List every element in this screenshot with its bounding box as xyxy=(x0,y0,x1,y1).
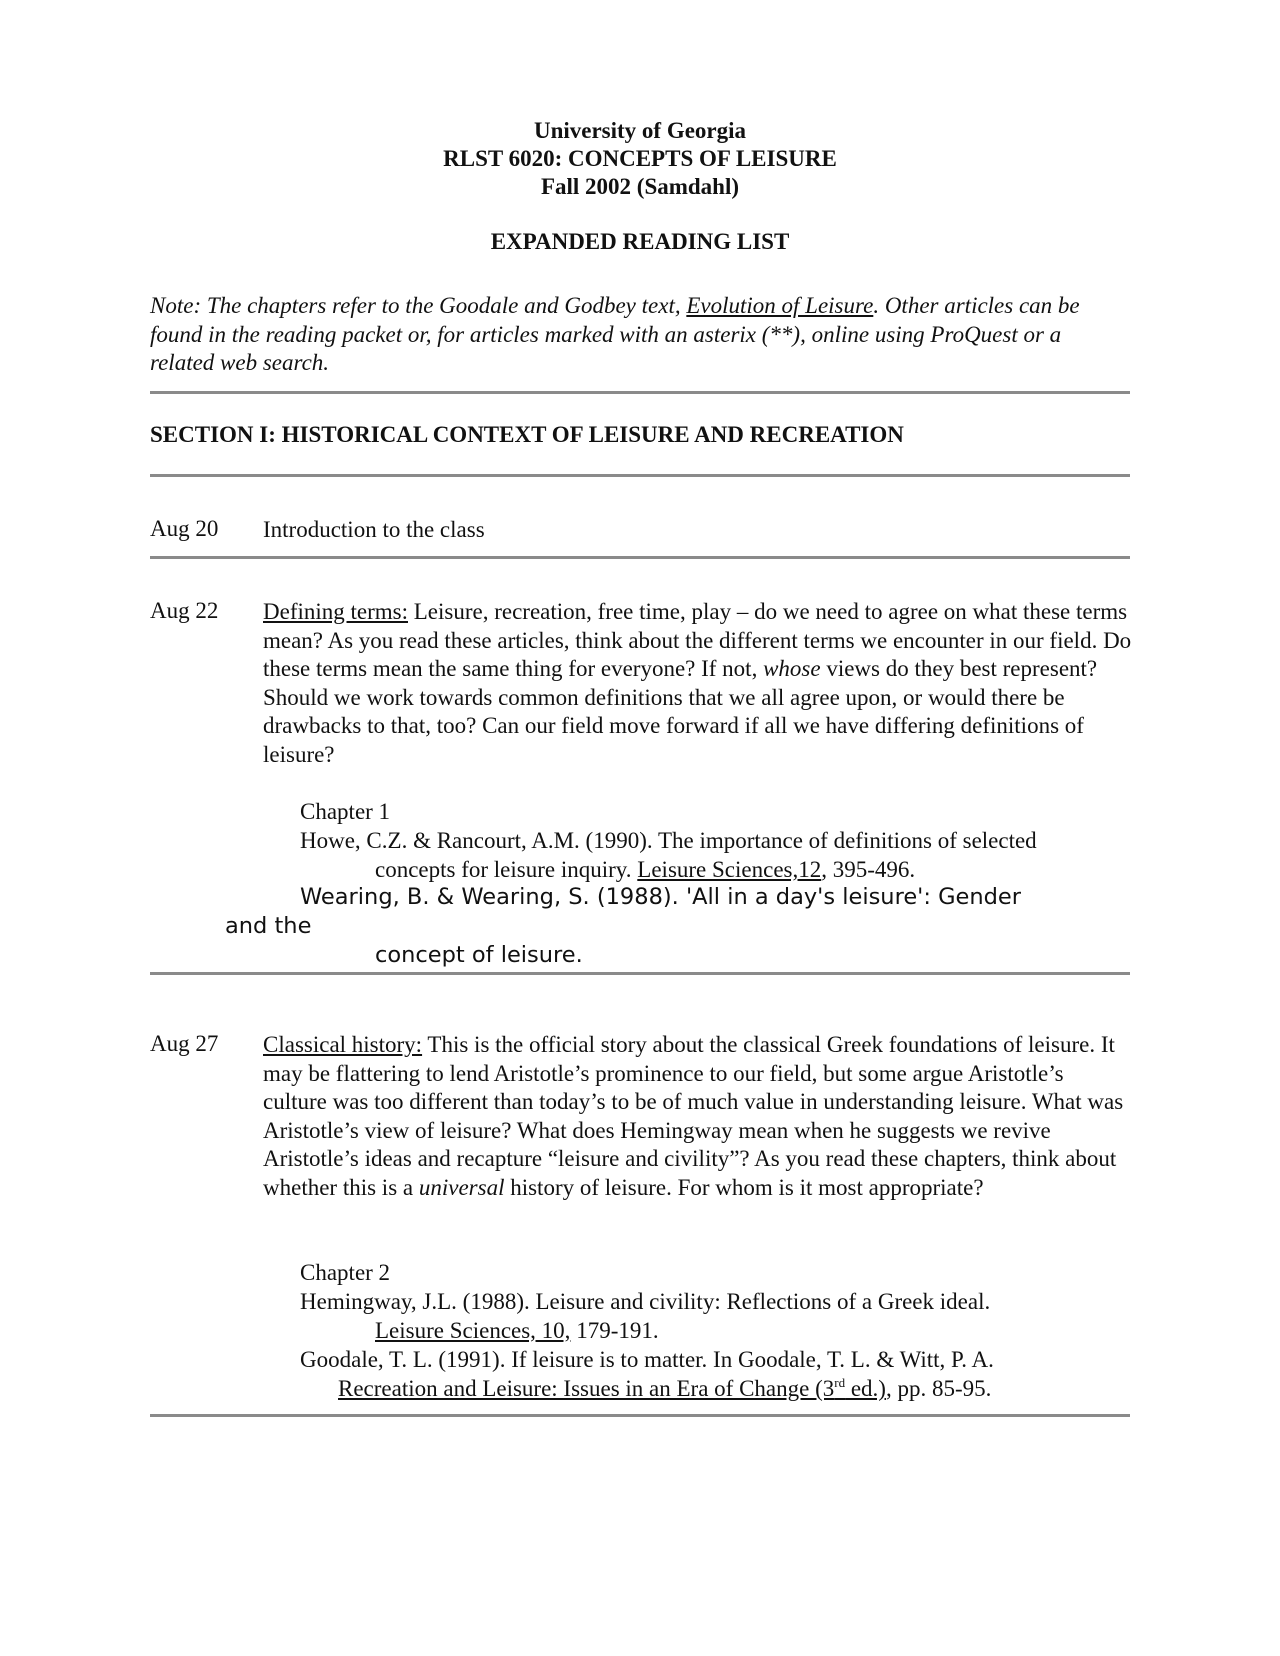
session-description: Introduction to the class xyxy=(263,517,485,542)
citation-continued: concepts for leisure inquiry. Leisure Sciences,12, 395-496. xyxy=(375,857,916,882)
session-date: Aug 20 xyxy=(150,516,219,541)
section-title: SECTION I: HISTORICAL CONTEXT OF LEISURE AND RECREATION xyxy=(150,422,904,447)
citation: Wearing, B. & Wearing, S. (1988). 'All in a day's leisure': Gender xyxy=(300,884,1021,910)
chapter-ref: Chapter 2 xyxy=(300,1260,391,1285)
course-title: RLST 6020: CONCEPTS OF LEISURE xyxy=(443,146,837,171)
citation: Hemingway, J.L. (1988). Leisure and civility: Reflections of a Greek ideal. xyxy=(300,1289,991,1314)
citation-continued: Recreation and Leisure: Issues in an Era of Change (3rd ed.), pp. 85-95. xyxy=(338,1375,992,1401)
topic-title: Defining terms: xyxy=(263,599,408,624)
university-name: University of Georgia xyxy=(533,118,747,143)
divider xyxy=(150,1414,1130,1417)
list-title: EXPANDED READING LIST xyxy=(490,229,790,254)
textbook-title: Evolution of Leisure xyxy=(686,293,874,318)
book-title: Recreation and Leisure: Issues in an Era of Change (3rd ed.) xyxy=(338,1375,886,1401)
chapter-ref: Chapter 1 xyxy=(300,799,391,824)
topic-title: Classical history: xyxy=(263,1032,423,1057)
term: Fall 2002 (Samdahl) xyxy=(540,174,740,199)
citation-continued: Leisure Sciences, 10, 179-191. xyxy=(375,1318,659,1343)
session-date: Aug 27 xyxy=(150,1031,219,1056)
citation-continued: concept of leisure. xyxy=(375,942,583,968)
journal-title: Leisure Sciences, 10, xyxy=(375,1318,571,1343)
session-description: Defining terms: Leisure, recreation, free time, play – do we need to agree on what these terms mean? As you read these articles, think about the different terms we encounter in our field. Do these terms mean the same thing for everyone? If not, whose views do they best represent? Should we work towards common definitions that we all agree upon, or would there be drawbacks to that, too? Can our field move forward if all we have differing definitions of leisure? xyxy=(263,599,1132,767)
citation: Goodale, T. L. (1991). If leisure is to matter. In Goodale, T. L. & Witt, P. A. xyxy=(300,1347,994,1372)
divider xyxy=(150,556,1130,559)
divider xyxy=(150,474,1130,477)
reading-note: Note: The chapters refer to the Goodale and Godbey text, Evolution of Leisure. Other articles can be found in the reading packet or, for articles marked with an asterix (**), online using ProQuest or a related web search. xyxy=(150,293,1080,376)
citation-continued: and the xyxy=(225,913,312,939)
journal-title: Leisure Sciences,12 xyxy=(637,857,822,882)
divider xyxy=(150,972,1130,975)
session-date: Aug 22 xyxy=(150,598,219,623)
divider xyxy=(150,391,1130,394)
citation: Howe, C.Z. & Rancourt, A.M. (1990). The importance of definitions of selected xyxy=(300,828,1037,853)
session-description: Classical history: This is the official story about the classical Greek foundations of leisure. It may be flattering to lend Aristotle’s prominence to our field, but some argue Aristotle’s culture was too different than today’s to be of much value in understanding leisure. What was Aristotle’s view of leisure? What does Hemingway mean when he suggests we revive Aristotle’s ideas and recapture “leisure and civility”? As you read these chapters, think about whether this is a universal history of leisure. For whom is it most appropriate? xyxy=(263,1032,1124,1200)
